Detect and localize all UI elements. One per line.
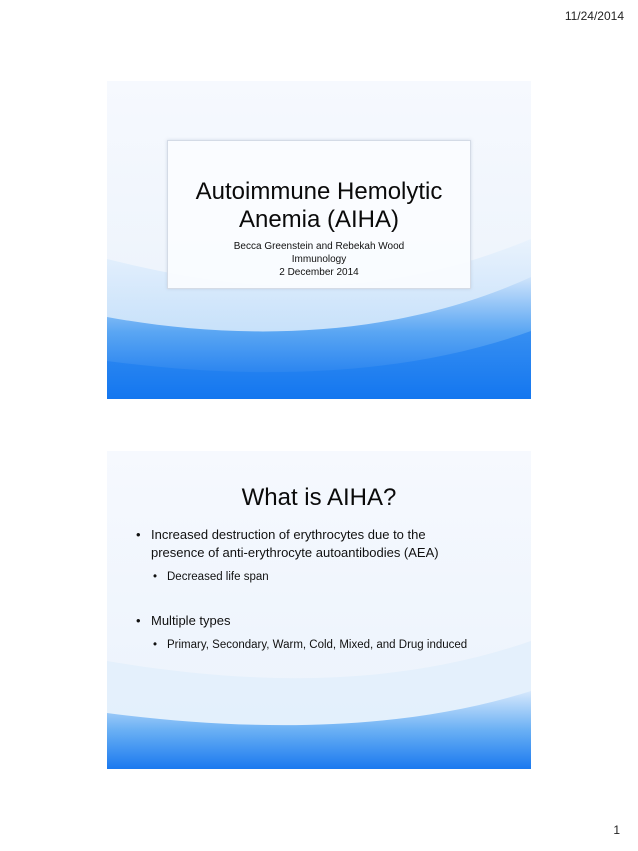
title-box bbox=[167, 140, 471, 289]
subtitle bbox=[168, 240, 470, 279]
bullet-text: Decreased life span bbox=[167, 571, 269, 583]
page-number: 1 bbox=[613, 823, 620, 837]
bullet-text: Multiple types bbox=[151, 613, 231, 628]
bullet-marker: • bbox=[136, 613, 141, 628]
sub-bullet-item bbox=[107, 569, 531, 585]
bullet-text: Primary, Secondary, Warm, Cold, Mixed, and Drug induced bbox=[167, 639, 468, 651]
bullet-item bbox=[107, 612, 531, 630]
slide-2 bbox=[107, 451, 531, 769]
slide-1 bbox=[107, 81, 531, 399]
presentation-date: 2 December 2014 bbox=[279, 267, 359, 278]
bullet-marker: • bbox=[136, 527, 141, 542]
presentation-title bbox=[168, 178, 470, 234]
page-date: 11/24/2014 bbox=[564, 9, 624, 23]
title-line-2: Anemia (AIHA) bbox=[238, 206, 400, 233]
authors: Becca Greenstein and Rebekah Wood bbox=[233, 241, 405, 252]
title-line-1: Autoimmune Hemolytic bbox=[195, 178, 443, 205]
course: Immunology bbox=[291, 254, 347, 265]
bullet-item bbox=[107, 526, 531, 562]
sub-bullet-item bbox=[107, 637, 531, 653]
bullet-marker: • bbox=[153, 571, 158, 583]
bullet-list bbox=[107, 526, 531, 653]
bullet-text: Increased destruction of erythrocytes due to the presence of anti-erythrocyte autoantibodies (AEA) bbox=[151, 527, 439, 560]
slide-title: What is AIHA? bbox=[241, 484, 397, 511]
bullet-marker: • bbox=[153, 639, 158, 651]
